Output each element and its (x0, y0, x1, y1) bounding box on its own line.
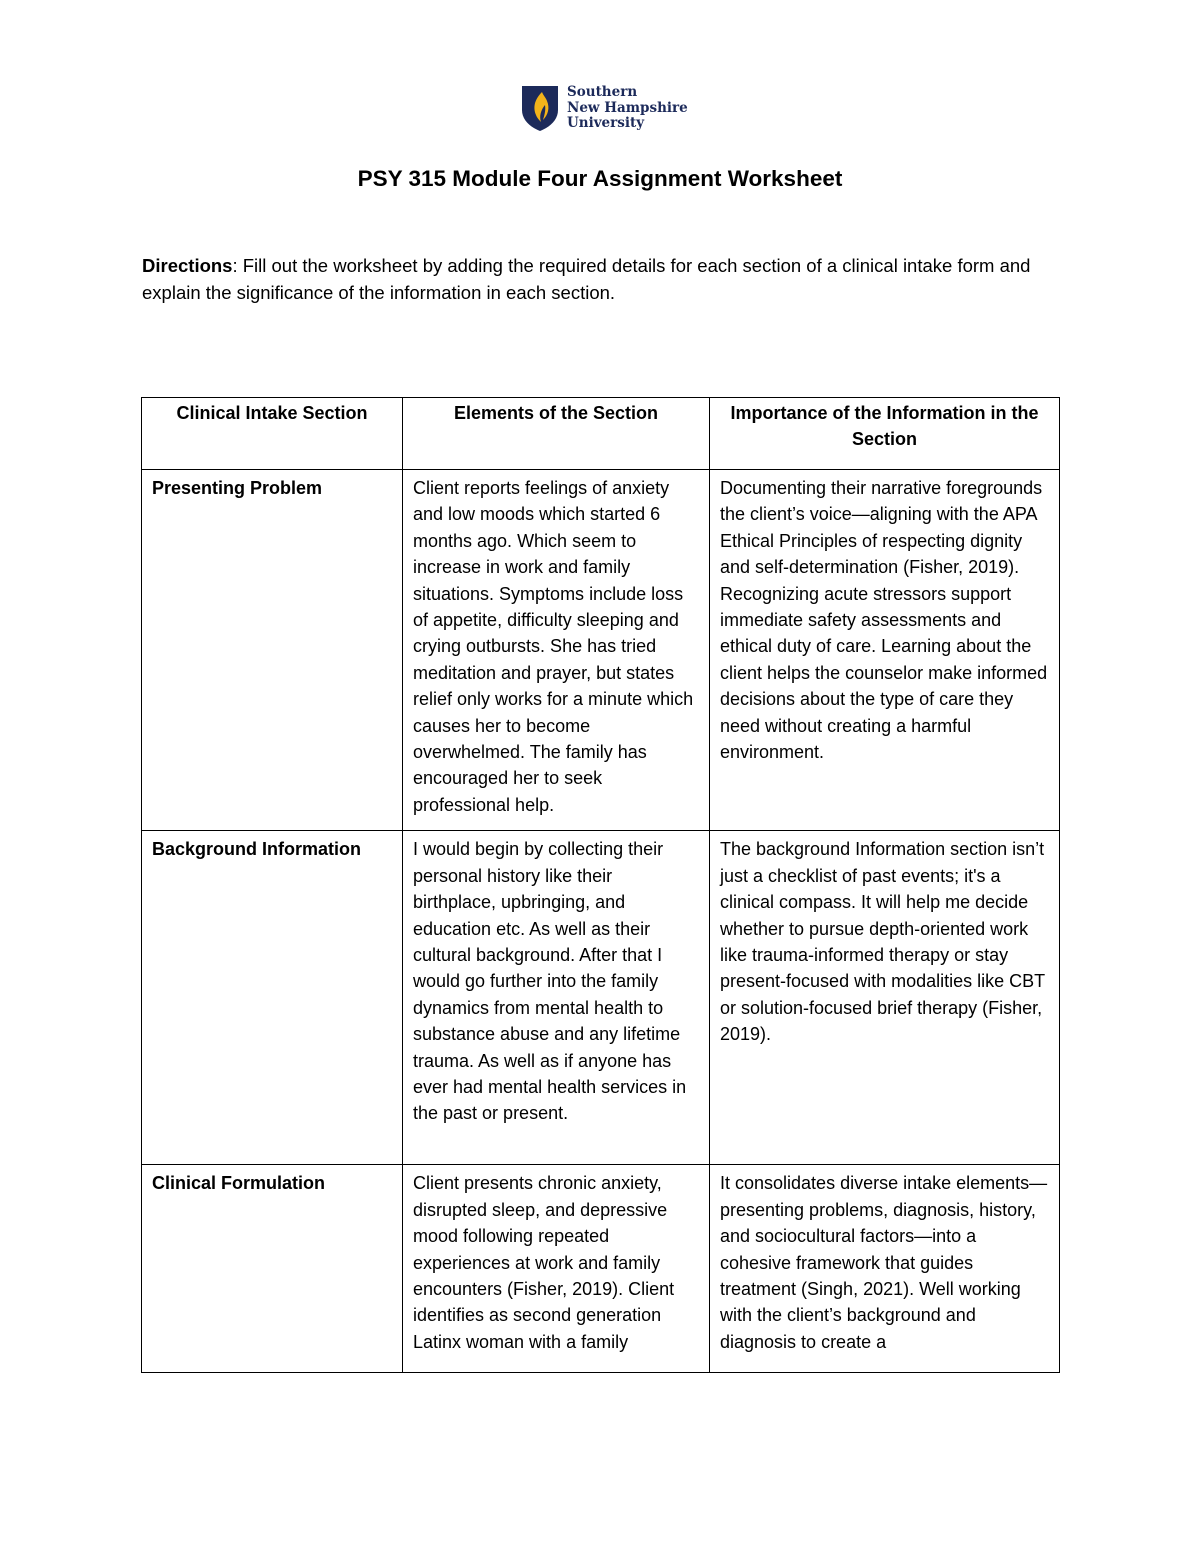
table-header-row (142, 398, 1060, 470)
column-header: Importance of the Information in the Section (710, 398, 1060, 470)
directions-text: : Fill out the worksheet by adding the required details for each section of a clinical intake form and explain the significance of the information in each section. (142, 255, 1031, 303)
column-header: Elements of the Section (403, 398, 710, 470)
section-name-text: Clinical Formulation (152, 1173, 326, 1194)
section-name-cell: Background Information (142, 831, 403, 1165)
elements-cell: Client reports feelings of anxiety and low moods which started 6 months ago. Which seem to increase in work and family situations. Symptoms include loss of appetite, difficulty sleeping and crying outbursts. She has tried meditation and prayer, but states relief only works for a minute which causes her to become overwhelmed. The family has encouraged her to seek professional help. (403, 470, 710, 831)
table-row (142, 831, 1060, 1165)
table-row (142, 470, 1060, 831)
elements-cell (403, 1165, 710, 1373)
flame-shield-icon (520, 84, 560, 132)
logo-wordmark (567, 85, 688, 132)
intake-table (141, 397, 1060, 1373)
logo-line-1: Southern (567, 84, 638, 100)
importance-cell (710, 1165, 1060, 1373)
importance-cell: Documenting their narrative foregrounds the client’s voice—aligning with the APA Ethical Principles of respecting dignity and self-determination (Fisher, 2019). Recognizing acute stressors support immediate safety assessments and ethical duty of care. Learning about the client helps the counselor make informed decisions about the type of care they need without creating a harmful environment. (710, 470, 1060, 831)
directions-label: Directions (142, 255, 233, 276)
elements-cell: I would begin by collecting their personal history like their birthplace, upbringing, and education etc. As well as their cultural background. After that I would go further into the family dynamics from mental health to substance abuse and any lifetime trauma. As well as if anyone has ever had mental health services in the past or present. (403, 831, 710, 1165)
importance-cell: The background Information section isn’t just a checklist of past events; it's a clinical compass. It will help me decide whether to pursue depth-oriented work like trauma-informed therapy or stay present-focused with modalities like CBT or solution-focused brief therapy (Fisher, 2019). (710, 831, 1060, 1165)
section-name-cell: Presenting Problem (142, 470, 403, 831)
logo-line-3: University (567, 115, 645, 131)
directions-paragraph (142, 252, 1062, 306)
section-name-cell (142, 1165, 403, 1373)
table-row (142, 1165, 1060, 1373)
logo-line-2: New Hampshire (567, 99, 688, 116)
importance-text: It consolidates diverse intake elements—presenting problems, diagnosis, history, and sociocultural factors—into a cohesive framework that guides treatment (Singh, 2021). Well working with the client’s background and diagnosis to create a (720, 1173, 1048, 1352)
university-logo (520, 84, 690, 134)
column-header: Clinical Intake Section (142, 398, 403, 470)
page-title: PSY 315 Module Four Assignment Worksheet (357, 166, 843, 191)
elements-text: Client presents chronic anxiety, disrupted sleep, and depressive mood following repeated experiences at work and family encounters (Fisher, 2019). Client identifies as second generation Latinx woman with a family (413, 1173, 675, 1352)
